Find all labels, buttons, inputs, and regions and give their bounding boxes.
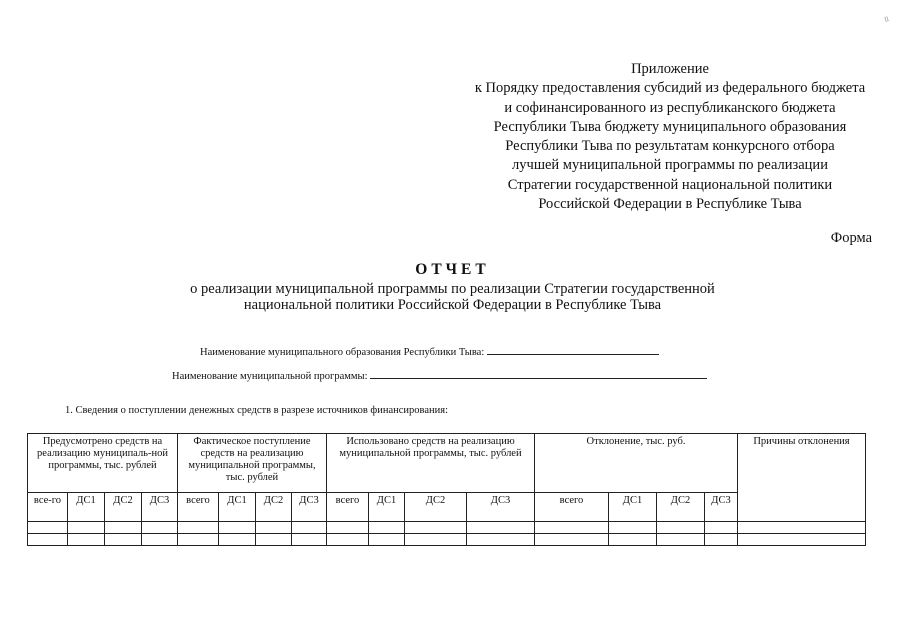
table-cell[interactable] — [705, 522, 738, 534]
table-cell[interactable] — [467, 522, 535, 534]
header-actual: Фактическое поступление средств на реализацию муниципальной программы, тыс. рублей — [178, 434, 327, 493]
municipality-label: Наименование муниципального образования Республики Тыва: — [200, 347, 485, 358]
subtitle-line: о реализации муниципальной программы по реализации Стратегии государственной — [190, 281, 715, 297]
table-cell[interactable] — [467, 534, 535, 546]
header-planned: Предусмотрено средств на реализацию муниципаль-ной программы, тыс. рублей — [28, 434, 178, 493]
subheader-ds2: ДС2 — [105, 493, 142, 522]
subheader-ds3: ДС3 — [467, 493, 535, 522]
table-cell[interactable] — [178, 534, 219, 546]
subheader-ds2: ДС2 — [405, 493, 467, 522]
table-cell[interactable] — [657, 534, 705, 546]
section-heading: 1. Сведения о поступлении денежных средств в разрезе источников финансирования: — [65, 405, 448, 416]
table-cell[interactable] — [657, 522, 705, 534]
subheader-ds1: ДС1 — [68, 493, 105, 522]
subheader-ds3: ДС3 — [292, 493, 327, 522]
table-cell[interactable] — [292, 534, 327, 546]
table-cell[interactable] — [327, 534, 369, 546]
program-blank-line[interactable] — [370, 368, 707, 379]
table-cell[interactable] — [256, 522, 292, 534]
table-cell[interactable] — [28, 522, 68, 534]
table-cell[interactable] — [405, 522, 467, 534]
appendix-header — [430, 60, 905, 214]
report-title: ОТЧЕТ — [415, 261, 490, 278]
report-subtitle — [0, 281, 905, 313]
municipality-blank-line[interactable] — [487, 344, 659, 355]
appendix-line: Стратегии государственной национальной политики — [507, 176, 833, 193]
program-field[interactable] — [172, 368, 707, 382]
subheader-total: всего — [178, 493, 219, 522]
table-cell[interactable] — [105, 534, 142, 546]
table-cell[interactable] — [609, 534, 657, 546]
table-cell[interactable] — [405, 534, 467, 546]
appendix-line: и софинансированного из республиканского бюджета — [504, 99, 836, 116]
appendix-line: Приложение — [631, 61, 709, 77]
table-cell[interactable] — [219, 522, 256, 534]
funding-table — [27, 433, 866, 546]
table-cell[interactable] — [327, 522, 369, 534]
table-row — [28, 522, 866, 534]
form-label: Форма — [830, 230, 872, 246]
table-cell[interactable] — [609, 522, 657, 534]
appendix-line: Республики Тыва бюджету муниципального образования — [493, 118, 847, 135]
appendix-line: Российской Федерации в Республике Тыва — [538, 196, 802, 213]
table-cell[interactable] — [105, 522, 142, 534]
table-cell[interactable] — [738, 522, 866, 534]
subheader-total: всего — [535, 493, 609, 522]
table-row — [28, 534, 866, 546]
subheader-ds1: ДС1 — [369, 493, 405, 522]
appendix-line: Республики Тыва по результатам конкурсного отбора — [505, 138, 835, 155]
municipality-field[interactable] — [200, 344, 659, 358]
subheader-total: всего — [327, 493, 369, 522]
table-cell[interactable] — [369, 534, 405, 546]
subheader-ds3: ДС3 — [705, 493, 738, 522]
subheader-total: все-го — [28, 493, 68, 522]
subheader-ds3: ДС3 — [142, 493, 178, 522]
table-cell[interactable] — [142, 534, 178, 546]
table-cell[interactable] — [535, 522, 609, 534]
table-cell[interactable] — [535, 534, 609, 546]
header-reasons: Причины отклонения — [738, 434, 866, 522]
table-cell[interactable] — [219, 534, 256, 546]
appendix-line: лучшей муниципальной программы по реализации — [512, 157, 828, 174]
table-cell[interactable] — [68, 534, 105, 546]
subtitle-line: национальной политики Российской Федерации в Республике Тыва — [243, 297, 662, 313]
table-cell[interactable] — [705, 534, 738, 546]
scan-mark: ≈ — [879, 14, 892, 25]
header-used: Использовано средств на реализацию муниципальной программы, тыс. рублей — [327, 434, 535, 493]
table-cell[interactable] — [68, 522, 105, 534]
header-deviation: Отклонение, тыс. руб. — [535, 434, 738, 493]
table-cell[interactable] — [292, 522, 327, 534]
table-cell[interactable] — [256, 534, 292, 546]
program-label: Наименование муниципальной программы: — [172, 371, 368, 382]
table-cell[interactable] — [178, 522, 219, 534]
table-cell[interactable] — [142, 522, 178, 534]
table-cell[interactable] — [28, 534, 68, 546]
appendix-line: к Порядку предоставления субсидий из федерального бюджета — [474, 80, 866, 97]
table-cell[interactable] — [369, 522, 405, 534]
subheader-ds1: ДС1 — [609, 493, 657, 522]
subheader-ds2: ДС2 — [256, 493, 292, 522]
table-cell[interactable] — [738, 534, 866, 546]
subheader-ds2: ДС2 — [657, 493, 705, 522]
subheader-ds1: ДС1 — [219, 493, 256, 522]
